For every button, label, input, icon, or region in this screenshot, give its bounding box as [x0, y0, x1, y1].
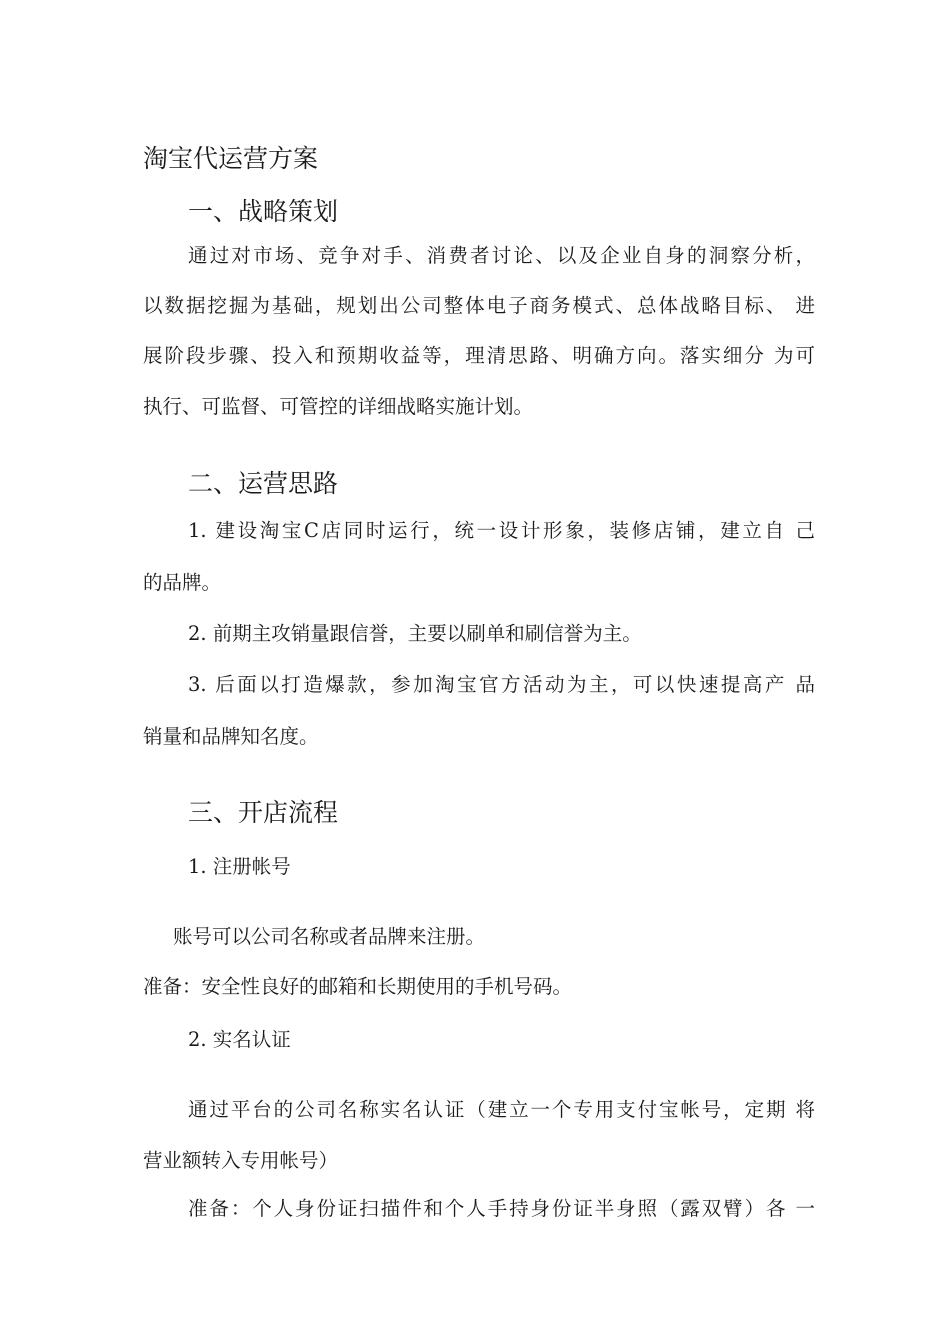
paragraph-line: 通过对市场、竞争对手、消费者讨论、以及企业自身的洞察分析， [188, 244, 815, 267]
list-item: 1. 注册帐号 [188, 855, 291, 878]
list-item: 2. 实名认证 [188, 1028, 291, 1051]
paragraph-line: 以数据挖掘为基础，规划出公司整体电子商务模式、总体战略目标、 进 [143, 294, 815, 317]
section-heading-store-process: 三、开店流程 [188, 798, 339, 827]
list-item-continuation: 的品牌。 [143, 571, 222, 594]
paragraph-line: 营业额转入专用帐号） [143, 1149, 339, 1172]
list-item-continuation: 销量和品牌知名度。 [143, 725, 319, 748]
section-heading-strategy: 一、战略策划 [188, 197, 339, 226]
document-title: 淘宝代运营方案 [143, 144, 319, 173]
paragraph-line: 通过平台的公司名称实名认证（建立一个专用支付宝帐号，定期 将 [188, 1098, 815, 1121]
list-item: 1. 建设淘宝C店同时运行，统一设计形象，装修店铺，建立自 己 [188, 519, 815, 542]
paragraph-line: 准备：安全性良好的邮箱和长期使用的手机号码。 [143, 975, 573, 998]
paragraph-line: 账号可以公司名称或者品牌来注册。 [173, 925, 486, 948]
paragraph-line: 展阶段步骤、投入和预期收益等，理清思路、明确方向。落实细分 为可 [143, 344, 815, 367]
section-heading-operations: 二、运营思路 [188, 469, 339, 498]
paragraph-line: 准备：个人身份证扫描件和个人手持身份证半身照（露双臂）各 一 [188, 1197, 815, 1220]
list-item: 2. 前期主攻销量跟信誉，主要以刷单和刷信誉为主。 [188, 622, 642, 645]
list-item: 3. 后面以打造爆款，参加淘宝官方活动为主，可以快速提高产 品 [188, 673, 815, 696]
paragraph-line: 执行、可监督、可管控的详细战略实施计划。 [143, 395, 534, 418]
